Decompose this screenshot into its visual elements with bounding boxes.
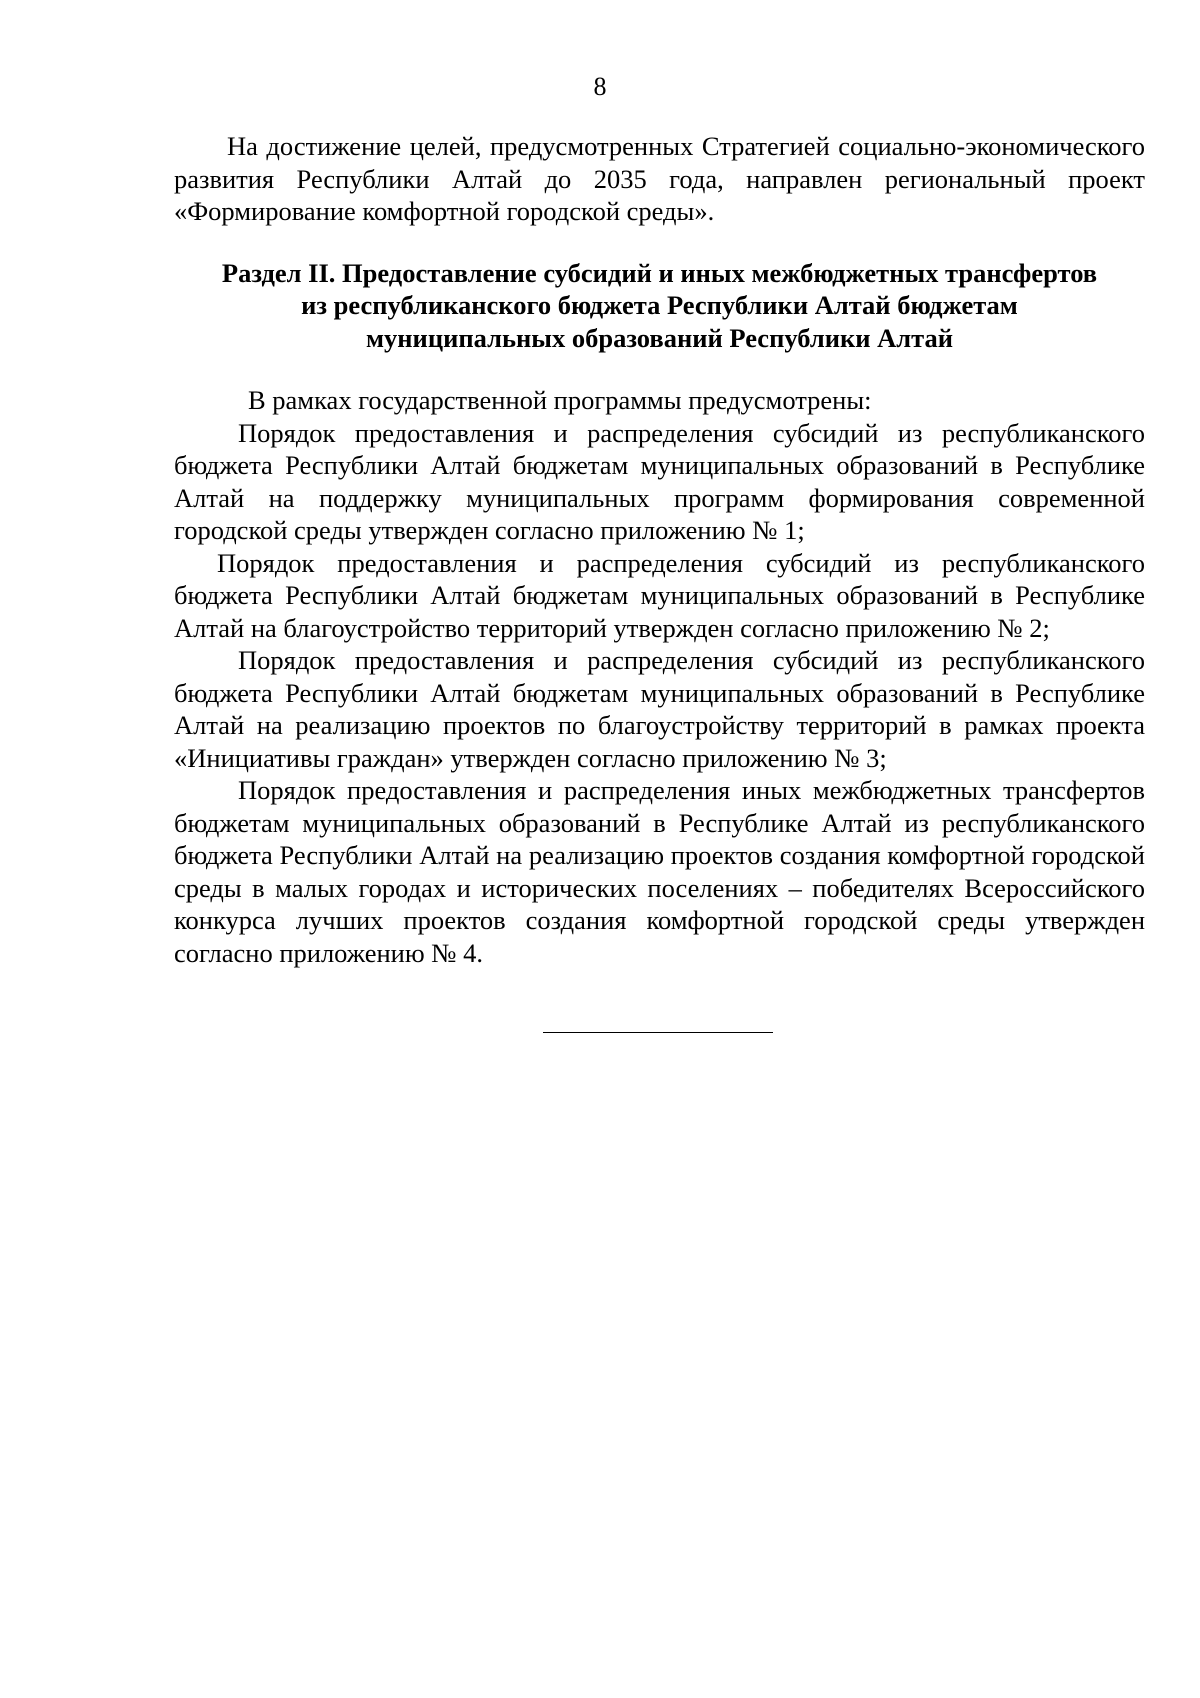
list-item: Порядок предоставления и распределения субсидий из республиканского бюджета Республики Алтай бюджетам муниципальных образований в Республике Алтай на благоустройство территорий утвержден согласно приложению № 2;	[174, 547, 1145, 643]
section-heading-line: из республиканского бюджета Республики Алтай бюджетам	[301, 290, 1018, 320]
list-item: Порядок предоставления и распределения субсидий из республиканского бюджета Республики Алтай бюджетам муниципальных образований в Республике Алтай на реализацию проектов по благоустройству территорий в рамках проекта «Инициативы граждан» утвержден согласно приложению № 3;	[174, 645, 1145, 773]
section-lead: В рамках государственной программы предусмотрены:	[248, 385, 872, 415]
intro-paragraph: На достижение целей, предусмотренных Стратегией социально-экономического развития Республики Алтай до 2035 года, направлен региональный проект «Формирование комфортной городской среды».	[174, 131, 1145, 226]
section-heading	[174, 257, 1145, 355]
page-number: 8	[593, 72, 607, 101]
section-heading-line: муниципальных образований Республики Алтай	[365, 322, 953, 353]
list-item: Порядок предоставления и распределения иных межбюджетных трансфертов бюджетам муниципальных образований в Республике Алтай из республиканского бюджета Республики Алтай на реализацию проектов создания комфортной городской среды в малых городах и исторических поселениях – победителях Всероссийского конкурса лучших проектов создания комфортной городской среды утвержден согласно приложению № 4.	[174, 775, 1145, 968]
section-heading-line: Раздел II. Предоставление субсидий и иных межбюджетных трансфертов	[221, 257, 1098, 288]
document-body	[174, 130, 1145, 969]
closing-rule	[543, 1032, 773, 1033]
list-item: Порядок предоставления и распределения субсидий из республиканского бюджета Республики Алтай бюджетам муниципальных образований в Республике Алтай на поддержку муниципальных программ формирования современной городской среды утвержден согласно приложению № 1;	[174, 417, 1145, 545]
